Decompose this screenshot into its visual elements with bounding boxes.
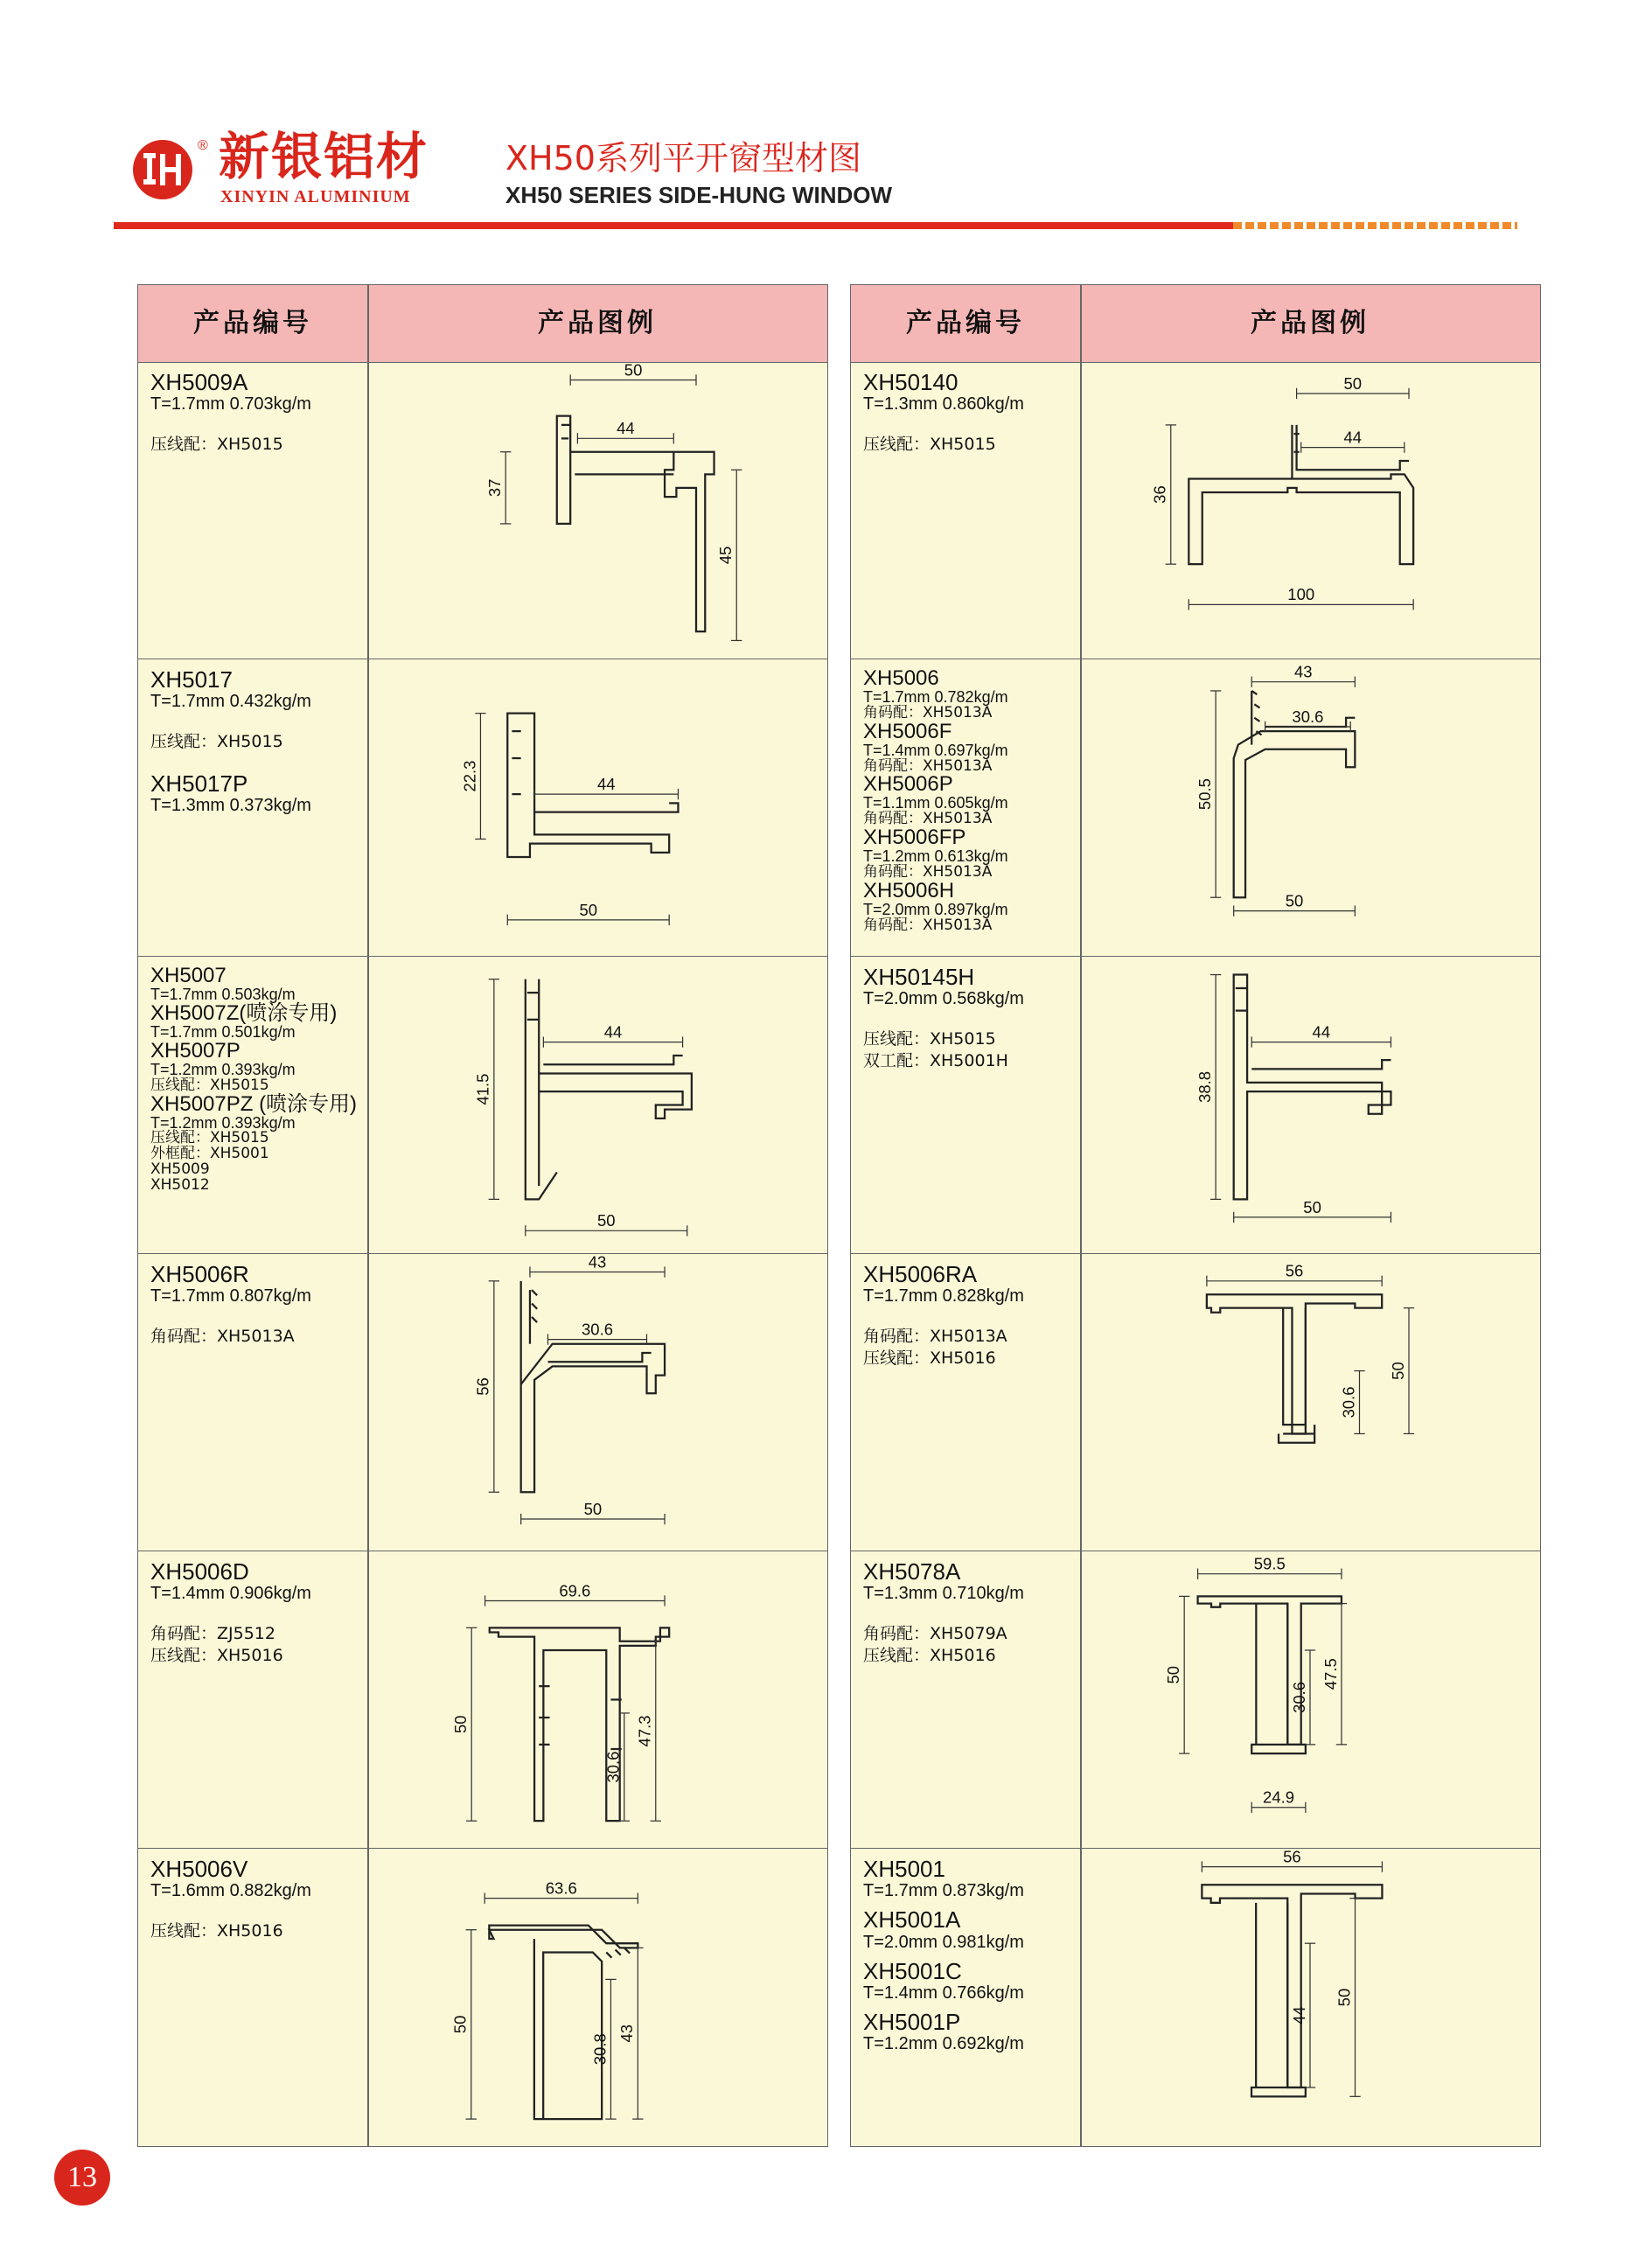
dimension-label: 44 <box>1343 428 1363 447</box>
profile-svg <box>367 362 827 659</box>
dimension-line <box>526 1211 687 1236</box>
dimension-label: 50 <box>1285 891 1304 910</box>
header-rule <box>114 222 1233 229</box>
product-code: XH5006D <box>150 1558 249 1585</box>
dimension-line <box>521 1500 665 1524</box>
product-row <box>851 1254 1540 1551</box>
dimension-label: 50 <box>579 900 598 919</box>
dimension-label: 47.5 <box>1321 1658 1340 1690</box>
dimension-line <box>716 470 742 640</box>
product-row <box>851 1551 1540 1849</box>
dimension-line <box>1335 1899 1360 2097</box>
product-code: XH5006P <box>863 772 953 797</box>
profile-svg <box>367 1849 827 2146</box>
profile-svg <box>367 1551 827 1848</box>
product-info <box>150 668 360 816</box>
spacer <box>863 1009 1073 1028</box>
profile-drawing <box>1080 1254 1540 1551</box>
product-code: XH5017 <box>150 666 233 693</box>
profile-drawing <box>1080 362 1540 659</box>
dimension-label: 30.6 <box>1289 1681 1308 1713</box>
dimension-line <box>1188 585 1413 610</box>
product-spec: T=1.7mm 0.873kg/m <box>863 1881 1024 1901</box>
profile-outline <box>1188 474 1413 564</box>
product-code: XH5006FP <box>863 826 966 850</box>
brand-name-en: XINYIN ALUMINIUM <box>220 187 411 206</box>
profile-outline <box>512 731 678 812</box>
profile-svg <box>367 1254 827 1551</box>
spacer <box>150 753 360 772</box>
spacer <box>863 415 1073 434</box>
product-note: 压线配：XH5015 <box>150 1129 269 1147</box>
dimension-label: 47.3 <box>635 1715 654 1747</box>
product-code: XH50145H <box>863 964 975 990</box>
dimension-line <box>1195 975 1221 1200</box>
product-info <box>863 965 1073 1072</box>
dimension-line <box>604 1713 630 1821</box>
profile-outline <box>489 1926 638 1948</box>
dimension-line <box>1164 1596 1189 1753</box>
dimension-label: 100 <box>1287 585 1315 604</box>
dimension-label: 50 <box>624 362 643 380</box>
product-row <box>851 957 1540 1254</box>
product-spec: T=1.2mm 0.692kg/m <box>863 2034 1024 2054</box>
dimension-line <box>1202 1849 1382 1872</box>
profile-svg <box>1080 362 1540 659</box>
brand-name-cn: 新银铝材 <box>219 127 429 186</box>
col-header-code: 产品编号 <box>906 308 1025 338</box>
dimension-label: 44 <box>603 1022 623 1042</box>
registered-mark: ® <box>198 138 208 153</box>
product-note: 压线配：XH5015 <box>863 435 996 455</box>
dimension-label: 50 <box>1343 373 1363 393</box>
profile-outline <box>507 714 669 857</box>
dimension-line <box>570 362 696 386</box>
product-spec: T=1.4mm 0.697kg/m <box>863 741 1008 759</box>
product-note: 角码配：XH5079A <box>863 1624 1007 1644</box>
profile-drawing <box>367 1551 827 1848</box>
product-info <box>863 1857 1073 2054</box>
product-code: XH5078A <box>863 1558 961 1585</box>
product-info <box>863 1560 1073 1667</box>
dimension-label: 50.5 <box>1195 778 1214 811</box>
profile-outline <box>1198 1596 1342 1745</box>
dimension-label: 50 <box>451 1715 471 1734</box>
product-row <box>138 1849 827 2146</box>
dimension-line <box>530 1254 665 1278</box>
dimension-label: 30.6 <box>603 1751 623 1783</box>
dimension-label: 30.6 <box>1292 707 1324 726</box>
dimension-label: 44 <box>1312 1022 1331 1042</box>
product-row <box>851 1849 1540 2146</box>
profile-drawing <box>1080 1551 1540 1848</box>
product-spec: T=1.2mm 0.393kg/m <box>150 1060 296 1078</box>
dimension-label: 50 <box>1164 1665 1183 1684</box>
profile-svg <box>1080 1849 1540 2146</box>
dimension-line <box>460 714 485 840</box>
product-code: XH5001P <box>863 2008 961 2035</box>
xinyin-logo-icon <box>131 138 194 201</box>
profile-drawing <box>367 957 827 1253</box>
dimension-line <box>485 452 511 524</box>
product-spec: T=1.3mm 0.710kg/m <box>863 1584 1024 1604</box>
dimension-label: 30.6 <box>1339 1386 1358 1418</box>
profile-svg <box>1080 957 1540 1253</box>
header-rule-tail <box>1233 222 1517 229</box>
product-spec: T=1.7mm 0.807kg/m <box>150 1286 311 1307</box>
dimension-line <box>1234 1198 1391 1223</box>
dimension-line <box>485 1581 665 1606</box>
product-info <box>150 371 360 456</box>
col-header-figure: 产品图例 <box>538 308 657 338</box>
dimension-label: 50 <box>1335 1988 1354 2007</box>
dimension-line <box>534 775 678 799</box>
dimension-line <box>1290 1650 1315 1745</box>
dimension-label: 36 <box>1150 485 1169 504</box>
dimension-label: 50 <box>596 1211 616 1230</box>
right-table-header <box>851 285 1540 363</box>
product-row <box>138 1551 827 1849</box>
dimension-line <box>636 1641 661 1821</box>
dimension-line <box>1234 892 1356 916</box>
dimension-line <box>617 1948 643 2119</box>
dimension-line <box>507 901 669 925</box>
dimension-label: 50 <box>1303 1197 1321 1216</box>
product-note: 角码配：XH5013A <box>863 703 993 721</box>
product-code: XH5007Z(喷涂专用) <box>150 1000 338 1025</box>
dimension-label: 44 <box>617 419 635 438</box>
profile-svg <box>1080 659 1540 956</box>
product-info <box>150 1263 360 1348</box>
dimension-label: 50 <box>583 1499 603 1518</box>
dimension-label: 37 <box>485 478 505 498</box>
product-note: 角码配：XH5013A <box>863 916 993 934</box>
profile-drawing <box>367 659 827 956</box>
profile-svg <box>367 957 827 1253</box>
dimension-line <box>1321 1604 1347 1745</box>
profile-outline <box>1234 975 1391 1200</box>
product-note: XH5012 <box>150 1175 210 1194</box>
page-title-cn: XH50系列平开窗型材图 <box>505 139 861 178</box>
product-note: 压线配：XH5016 <box>863 1645 996 1665</box>
profile-outline <box>1279 1308 1314 1443</box>
dimension-line <box>451 1627 477 1821</box>
product-code: XH5017P <box>150 770 248 797</box>
dimension-label: 44 <box>1289 2006 1308 2025</box>
dimension-line <box>543 1022 682 1047</box>
product-code: XH50140 <box>863 369 958 395</box>
product-spec: T=1.1mm 0.605kg/m <box>863 794 1008 812</box>
dimension-label: 69.6 <box>559 1581 591 1600</box>
dimension-label: 38.8 <box>1195 1070 1214 1103</box>
spacer <box>150 1604 360 1623</box>
product-spec: T=1.2mm 0.613kg/m <box>863 847 1008 866</box>
product-note: 压线配：XH5015 <box>150 435 283 455</box>
dimension-line <box>1207 1262 1382 1286</box>
product-note: 压线配：XH5015 <box>863 1029 996 1049</box>
dimension-line <box>1290 1943 1315 2087</box>
product-spec: T=2.0mm 0.568kg/m <box>863 989 1024 1009</box>
product-spec: T=1.7mm 0.501kg/m <box>150 1022 296 1041</box>
product-code: XH5001 <box>863 1856 945 1882</box>
spacer <box>150 415 360 434</box>
product-code: XH5006F <box>863 719 952 743</box>
product-note: 角码配：XH5013A <box>863 863 993 882</box>
dimension-label: 43 <box>588 1254 607 1272</box>
spacer <box>150 1307 360 1326</box>
dimension-line <box>1297 374 1409 399</box>
spacer <box>863 1604 1073 1623</box>
profile-drawing <box>1080 659 1540 956</box>
left-catalog-table <box>137 284 828 2147</box>
product-row <box>138 1254 827 1551</box>
dimension-label: 41.5 <box>473 1073 492 1105</box>
product-spec: T=1.7mm 0.503kg/m <box>150 986 296 1003</box>
product-code: XH5007P <box>150 1038 240 1063</box>
product-note: XH5009 <box>150 1160 210 1179</box>
dimension-line <box>474 979 499 1200</box>
profile-drawing <box>1080 957 1540 1253</box>
product-note: 压线配：XH5016 <box>863 1348 996 1368</box>
dimension-label: 24.9 <box>1263 1788 1295 1807</box>
product-row <box>138 362 827 659</box>
dimension-line <box>590 1979 616 2119</box>
dimension-label: 44 <box>596 774 616 793</box>
product-info <box>863 1263 1073 1369</box>
dimension-line <box>577 419 673 443</box>
dimension-label: 50 <box>450 2015 470 2034</box>
profile-outline <box>534 1939 602 2119</box>
product-code: XH5006RA <box>863 1261 978 1287</box>
page-title-en: XH50 SERIES SIDE-HUNG WINDOW <box>505 182 893 208</box>
dimension-line <box>1301 428 1405 452</box>
dimension-line <box>1265 707 1351 732</box>
dimension-line <box>474 1281 499 1492</box>
dimension-label: 43 <box>1294 662 1313 681</box>
product-code: XH5006 <box>863 666 939 690</box>
product-code: XH5007 <box>150 964 227 987</box>
profile-drawing <box>367 362 827 659</box>
profile-drawing <box>367 1849 827 2146</box>
product-spec: T=1.7mm 0.432kg/m <box>150 692 311 712</box>
spacer <box>150 712 360 731</box>
profile-outline <box>539 1686 622 1749</box>
col-header-code: 产品编号 <box>193 308 312 338</box>
product-note: 角码配：XH5013A <box>863 1327 1007 1347</box>
dimension-label: 56 <box>1283 1849 1301 1866</box>
product-row <box>138 659 827 957</box>
profile-outline <box>1234 731 1356 897</box>
dimension-line <box>451 1930 477 2119</box>
product-note: 压线配：XH5015 <box>150 732 283 752</box>
page-header <box>0 0 1652 236</box>
profile-drawing <box>1080 1849 1540 2146</box>
product-info <box>150 1857 360 1942</box>
dimension-line <box>1251 1022 1391 1047</box>
dimension-line <box>1251 1788 1306 1813</box>
dimension-line <box>1389 1308 1414 1434</box>
product-code: XH5001C <box>863 1957 962 1984</box>
product-info <box>863 668 1073 934</box>
product-spec: T=1.3mm 0.860kg/m <box>863 394 1024 415</box>
product-row <box>138 957 827 1254</box>
profile-outline <box>1251 1604 1306 1754</box>
product-spec: T=1.4mm 0.906kg/m <box>150 1584 311 1604</box>
dimension-label: 43 <box>617 2024 637 2043</box>
product-spec: T=1.4mm 0.766kg/m <box>863 1983 1024 2003</box>
dimension-line <box>1251 663 1355 687</box>
product-spec: T=1.7mm 0.828kg/m <box>863 1286 1024 1307</box>
product-note: 角码配：XH5013A <box>150 1327 295 1347</box>
product-spec: T=2.0mm 0.981kg/m <box>863 1932 1024 1952</box>
product-spec: T=1.7mm 0.703kg/m <box>150 394 311 415</box>
product-note: 角码配：XH5013A <box>863 756 993 775</box>
product-info <box>150 965 360 1194</box>
product-code: XH5006R <box>150 1261 249 1287</box>
product-info <box>150 1560 360 1667</box>
dimension-line <box>484 1879 638 1904</box>
product-code: XH5009A <box>150 369 248 395</box>
product-note: 压线配：XH5016 <box>150 1645 283 1665</box>
product-note: 压线配：XH5016 <box>150 1921 283 1941</box>
product-row <box>851 362 1540 659</box>
dimension-label: 50 <box>1388 1362 1407 1380</box>
dimension-label: 45 <box>716 546 735 565</box>
profile-drawing <box>367 1254 827 1551</box>
dimension-line <box>548 1320 647 1344</box>
dimension-label: 30.6 <box>582 1320 613 1339</box>
product-note: 外框配：XH5001 <box>150 1145 269 1163</box>
product-spec: T=1.3mm 0.373kg/m <box>150 796 311 816</box>
profile-outline <box>557 416 714 632</box>
product-code: XH5006V <box>150 1856 248 1882</box>
dimension-label: 22.3 <box>460 760 479 792</box>
left-table-header <box>138 285 827 363</box>
dimension-label: 56 <box>473 1377 492 1396</box>
profile-outline <box>521 1281 665 1492</box>
profile-svg <box>367 659 827 956</box>
product-spec: T=1.2mm 0.393kg/m <box>150 1113 296 1132</box>
product-spec: T=2.0mm 0.897kg/m <box>863 900 1008 918</box>
dimension-label: 30.8 <box>590 2033 610 2066</box>
col-header-figure: 产品图例 <box>1251 308 1370 338</box>
dimension-label: 63.6 <box>545 1878 577 1898</box>
profile-outline <box>526 979 692 1200</box>
dimension-line <box>1198 1555 1342 1579</box>
product-spec: T=1.7mm 0.782kg/m <box>863 688 1008 706</box>
product-code: XH5007PZ (喷涂专用) <box>150 1091 358 1116</box>
profile-outline <box>606 1948 630 1957</box>
spacer <box>150 1901 360 1920</box>
dimension-line <box>1195 691 1221 897</box>
product-code: XH5001A <box>863 1906 961 1934</box>
dimension-line <box>1151 425 1176 564</box>
product-row <box>851 659 1540 957</box>
dimension-line <box>1339 1371 1364 1434</box>
product-note: 压线配：XH5015 <box>150 1076 269 1094</box>
dimension-label: 59.5 <box>1253 1554 1286 1573</box>
product-spec: T=1.6mm 0.882kg/m <box>150 1881 311 1901</box>
profile-svg <box>1080 1551 1540 1848</box>
right-catalog-table <box>850 284 1541 2147</box>
spacer <box>863 1307 1073 1326</box>
product-note: 角码配：XH5013A <box>863 810 993 828</box>
product-info <box>863 371 1073 456</box>
profile-outline <box>1251 1903 1306 2097</box>
product-note: 双工配：XH5001H <box>863 1050 1008 1070</box>
product-code: XH5006H <box>863 878 955 903</box>
profile-svg <box>1080 1254 1540 1551</box>
product-note: 角码配：ZJ5512 <box>150 1624 275 1644</box>
page-number: 13 <box>54 2150 110 2206</box>
dimension-label: 56 <box>1285 1261 1304 1280</box>
